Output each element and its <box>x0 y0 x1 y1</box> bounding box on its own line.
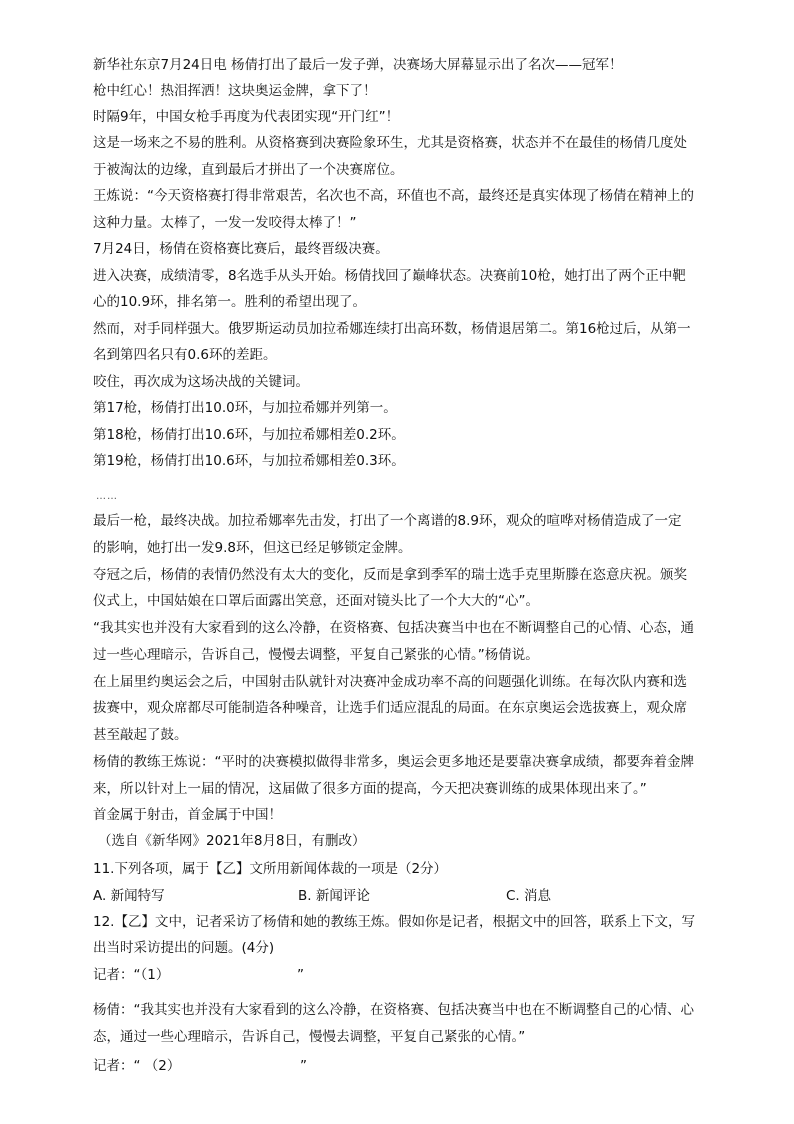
article-line: “我其实也并没有大家看到的这么冷静，在资格赛、包括决赛当中也在不断调整自己的心情、心态，通 <box>93 620 694 636</box>
article-line: 第19枪，杨倩打出10.6环，与加拉希娜相差0.3环。 <box>93 453 405 469</box>
article-ellipsis: …… <box>96 491 118 502</box>
reporter-question-2-open: 记者：“ （2） <box>93 1058 181 1074</box>
question-stem: 11.下列各项，属于【乙】文所用新闻体裁的一项是（2分） <box>93 861 448 877</box>
article-line: 时隔9年，中国女枪手再度为代表团实现“开门红”！ <box>93 109 400 125</box>
reporter-question-1-open: 记者：“（1） <box>93 967 170 983</box>
option-c: C. 消息 <box>506 888 552 904</box>
interviewee-answer: 态，通过一些心理暗示，告诉自己，慢慢去调整，平复自己紧张的心情。” <box>93 1029 526 1045</box>
article-line: 新华社东京7月24日电 杨倩打出了最后一发子弹，决赛场大屏幕显示出了名次——冠军！ <box>93 57 623 73</box>
article-line: 过一些心理暗示，告诉自己，慢慢去调整，平复自己紧张的心情。”杨倩说。 <box>93 647 539 663</box>
article-line: 来，所以针对上一届的情况，这届做了很多方面的提高，今天把决赛训练的成果体现出来了。” <box>93 781 647 797</box>
article-line: 甚至敲起了鼓。 <box>93 727 188 743</box>
article-line: 第18枪，杨倩打出10.6环，与加拉希娜相差0.2环。 <box>93 427 405 443</box>
article-line: 7月24日，杨倩在资格赛比赛后，最终晋级决赛。 <box>93 241 389 257</box>
article-line: 第17枪，杨倩打出10.0环，与加拉希娜并列第一。 <box>93 400 397 416</box>
option-a: A. 新闻特写 <box>93 888 165 904</box>
answer-blank-1[interactable] <box>176 966 294 984</box>
article-line: 最后一枪，最终决战。加拉希娜率先击发，打出了一个离谱的8.9环，观众的喧哗对杨倩造成了一定 <box>93 513 682 529</box>
article-line: 夺冠之后，杨倩的表情仍然没有太大的变化，反而是拿到季军的瑞士选手克里斯滕在恣意庆祝。颁奖 <box>93 567 687 583</box>
article-line: 杨倩的教练王炼说：“平时的决赛模拟做得非常多，奥运会更多地还是要靠决赛拿成绩，都要奔着金牌 <box>93 754 694 770</box>
article-line: 咬住，再次成为这场决战的关键词。 <box>93 374 309 390</box>
article-line: 的影响，她打出一发9.8环，但这已经足够锁定金牌。 <box>93 540 412 556</box>
article-line: 这是一场来之不易的胜利。从资格赛到决赛险象环生，尤其是资格赛，状态并不在最佳的杨倩几度处 <box>93 135 687 151</box>
answer-blank-2[interactable] <box>185 1057 297 1075</box>
question-stem: 12.【乙】文中，记者采访了杨倩和她的教练王炼。假如你是记者，根据文中的回答，联系上下文，写 <box>93 914 695 930</box>
article-line: 在上届里约奥运会之后，中国射击队就针对决赛冲金成功率不高的问题强化训练。在每次队内赛和选 <box>93 674 687 690</box>
article-line: 王炼说：“今天资格赛打得非常艰苦，名次也不高，环值也不高，最终还是真实体现了杨倩在精神上的 <box>93 188 694 204</box>
article-line: 首金属于射击，首金属于中国！ <box>93 807 282 823</box>
reporter-question-2-close: ” <box>300 1058 307 1074</box>
article-source: （选自《新华网》2021年8月8日，有删改） <box>98 833 366 849</box>
article-line: 仪式上，中国姑娘在口罩后面露出笑意，还面对镜头比了一个大大的“心”。 <box>93 593 539 609</box>
article-line: 进入决赛，成绩清零，8名选手从头开始。杨倩找回了巅峰状态。决赛前10枪，她打出了两个正中靶 <box>93 268 686 284</box>
article-line: 于被淘汰的边缘，直到最后才拼出了一个决赛席位。 <box>93 162 404 178</box>
reporter-question-1-close: ” <box>297 967 304 983</box>
interviewee-answer: 杨倩：“我其实也并没有大家看到的这么冷静，在资格赛、包括决赛当中也在不断调整自己的心情、心 <box>93 1002 694 1018</box>
article-line: 然而，对手同样强大。俄罗斯运动员加拉希娜连续打出高环数，杨倩退居第二。第16枪过后，从第一 <box>93 321 691 337</box>
option-b: B. 新闻评论 <box>298 888 370 904</box>
article-line: 心的10.9环，排名第一。胜利的希望出现了。 <box>93 294 367 310</box>
question-stem: 出当时采访提出的问题。(4分) <box>93 940 275 956</box>
article-line: 名到第四名只有0.6环的差距。 <box>93 347 277 363</box>
article-line: 枪中红心！热泪挥洒！这块奥运金牌，拿下了！ <box>93 83 377 99</box>
article-line: 拔赛中，观众席都尽可能制造各种噪音，让选手们适应混乱的局面。在东京奥运会选拔赛上，观众席 <box>93 700 687 716</box>
article-line: 这种力量。太棒了，一发一发咬得太棒了！” <box>93 215 357 231</box>
